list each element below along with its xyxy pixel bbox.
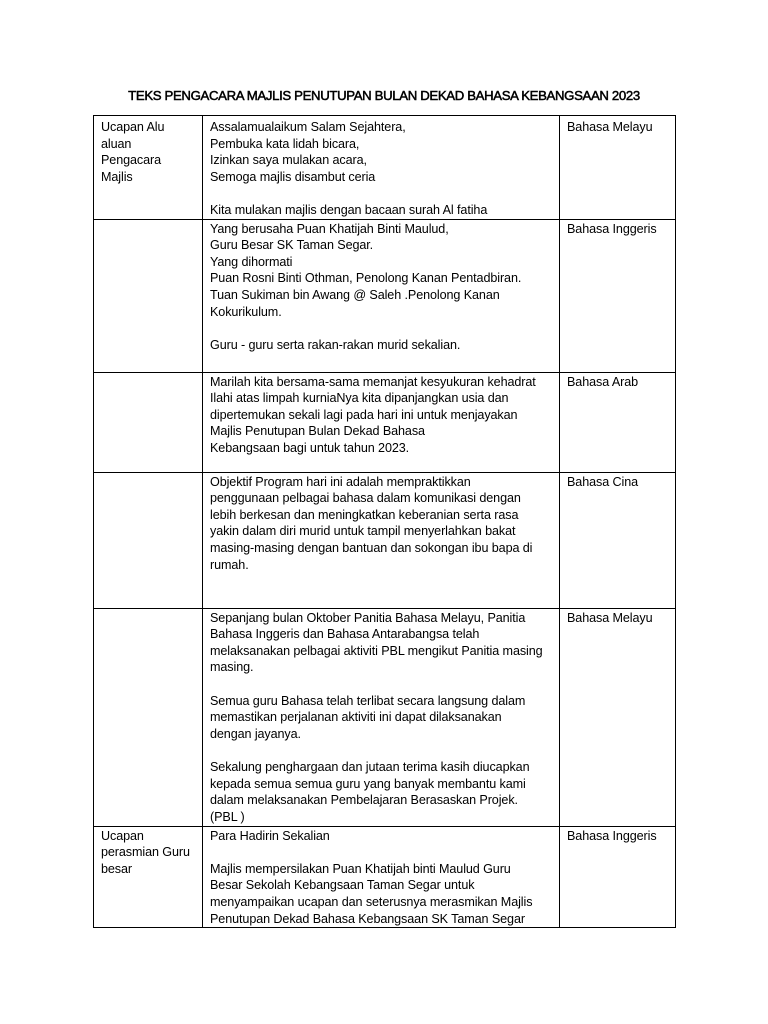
script-cell-line: Semoga majlis disambut ceria <box>210 169 376 184</box>
script-cell-line: Yang dihormati <box>210 254 293 269</box>
section-cell-line: perasmian Guru <box>101 845 190 860</box>
script-cell <box>203 219 560 372</box>
script-cell-line: memastikan perjalanan aktiviti ini dapat dilaksanakan <box>210 710 502 725</box>
section-cell-line: besar <box>101 861 133 876</box>
table-row <box>94 116 676 220</box>
script-cell-line: Guru Besar SK Taman Segar. <box>210 238 374 253</box>
section-cell <box>94 219 203 372</box>
script-cell-line: dipertemukan sekali lagi pada hari ini untuk menjayakan <box>210 407 518 422</box>
script-cell-line: melaksanakan pelbagai aktiviti PBL mengikut Panitia masing <box>210 643 543 658</box>
script-cell-line: Pembuka kata lidah bicara, <box>210 136 360 151</box>
script-cell-line: (PBL ) <box>210 809 245 824</box>
script-cell-line: Sekalung penghargaan dan jutaan terima kasih diucapkan <box>210 759 530 774</box>
script-cell-line: masing. <box>210 660 254 675</box>
script-cell-line: dalam melaksanakan Pembelajaran Berasaskan Projek. <box>210 793 518 808</box>
language-cell: Bahasa Melayu <box>560 608 676 826</box>
script-cell-line: Majlis Penutupan Bulan Dekad Bahasa <box>210 424 425 439</box>
script-cell-line: lebih berkesan dan meningkatkan keberanian serta rasa <box>210 507 519 522</box>
script-cell-line: dengan jayanya. <box>210 726 301 741</box>
section-cell-line: Ucapan Alu <box>101 120 165 134</box>
script-cell-line: Ilahi atas limpah kurniaNya kita dipanjangkan usia dan <box>210 391 509 406</box>
script-cell-line <box>210 320 553 337</box>
script-cell-line: penggunaan pelbagai bahasa dalam komunikasi dengan <box>210 491 521 506</box>
script-cell-line: Penutupan Dekad Bahasa Kebangsaan SK Taman Segar <box>210 911 525 926</box>
script-cell-line: Izinkan saya mulakan acara, <box>210 153 367 168</box>
script-cell-line: Kita mulakan majlis dengan bacaan surah Al fatiha <box>210 202 488 217</box>
script-cell <box>203 826 560 928</box>
script-cell-line: kepada semua semua guru yang banyak membantu kami <box>210 776 526 791</box>
script-cell-line: Guru - guru serta rakan-rakan murid sekalian. <box>210 337 461 352</box>
script-cell-line: Puan Rosni Binti Othman, Penolong Kanan Pentadbiran. <box>210 271 522 286</box>
language-cell: Bahasa Cina <box>560 472 676 608</box>
script-cell-line: yakin dalam diri murid untuk tampil menyerlahkan bakat <box>210 524 516 539</box>
script-cell <box>203 608 560 826</box>
language-cell: Bahasa Inggeris <box>560 219 676 372</box>
script-cell-line: Para Hadirin Sekalian <box>210 828 330 843</box>
language-cell: Bahasa Melayu <box>560 116 676 220</box>
script-cell-line: rumah. <box>210 557 249 572</box>
script-cell-line: Bahasa Inggeris dan Bahasa Antarabangsa telah <box>210 627 480 642</box>
table-row <box>94 608 676 826</box>
script-cell-line: Besar Sekolah Kebangsaan Taman Segar untuk <box>210 878 475 893</box>
script-cell-line: Sepanjang bulan Oktober Panitia Bahasa Melayu, Panitia <box>210 610 526 625</box>
language-cell: Bahasa Inggeris <box>560 826 676 928</box>
table-row <box>94 372 676 472</box>
section-cell-line: Pengacara <box>101 153 162 168</box>
script-cell-line <box>210 185 553 202</box>
section-cell-line: aluan <box>101 136 132 151</box>
section-cell <box>94 826 203 928</box>
script-cell-line: Kokurikulum. <box>210 304 282 319</box>
script-cell-line: Majlis mempersilakan Puan Khatijah binti Maulud Guru <box>210 861 511 876</box>
section-cell <box>94 608 203 826</box>
script-cell-line: Semua guru Bahasa telah terlibat secara langsung dalam <box>210 693 526 708</box>
section-cell-line: Majlis <box>101 169 133 184</box>
script-cell-line <box>210 742 553 759</box>
script-cell-line <box>210 844 553 861</box>
language-cell: Bahasa Arab <box>560 372 676 472</box>
script-cell-line: Objektif Program hari ini adalah mempraktikkan <box>210 474 471 489</box>
script-cell <box>203 116 560 220</box>
section-cell <box>94 372 203 472</box>
script-cell-line: masing-masing dengan bantuan dan sokongan ibu bapa di <box>210 540 533 555</box>
script-cell-line: Tuan Sukiman bin Awang @ Saleh .Penolong Kanan <box>210 287 500 302</box>
script-cell-line <box>210 676 553 693</box>
script-cell <box>203 472 560 608</box>
table-row <box>94 826 676 928</box>
script-cell-line: Yang berusaha Puan Khatijah Binti Maulud, <box>210 221 449 236</box>
script-cell <box>203 372 560 472</box>
section-cell <box>94 116 203 220</box>
section-cell-line: Ucapan <box>101 828 144 843</box>
table-row <box>94 472 676 608</box>
document-title: TEKS PENGACARA MAJLIS PENUTUPAN BULAN DEKAD BAHASA KEBANGSAAN 2023 <box>128 88 640 103</box>
script-cell-line: menyampaikan ucapan dan seterusnya merasmikan Majlis <box>210 894 533 909</box>
section-cell <box>94 472 203 608</box>
script-cell-line: Kebangsaan bagi untuk tahun 2023. <box>210 440 410 455</box>
script-cell-line: Marilah kita bersama-sama memanjat kesyukuran kehadrat <box>210 374 536 389</box>
program-script-table <box>93 115 676 928</box>
table-row <box>94 219 676 372</box>
script-cell-line: Assalamualaikum Salam Sejahtera, <box>210 120 406 134</box>
